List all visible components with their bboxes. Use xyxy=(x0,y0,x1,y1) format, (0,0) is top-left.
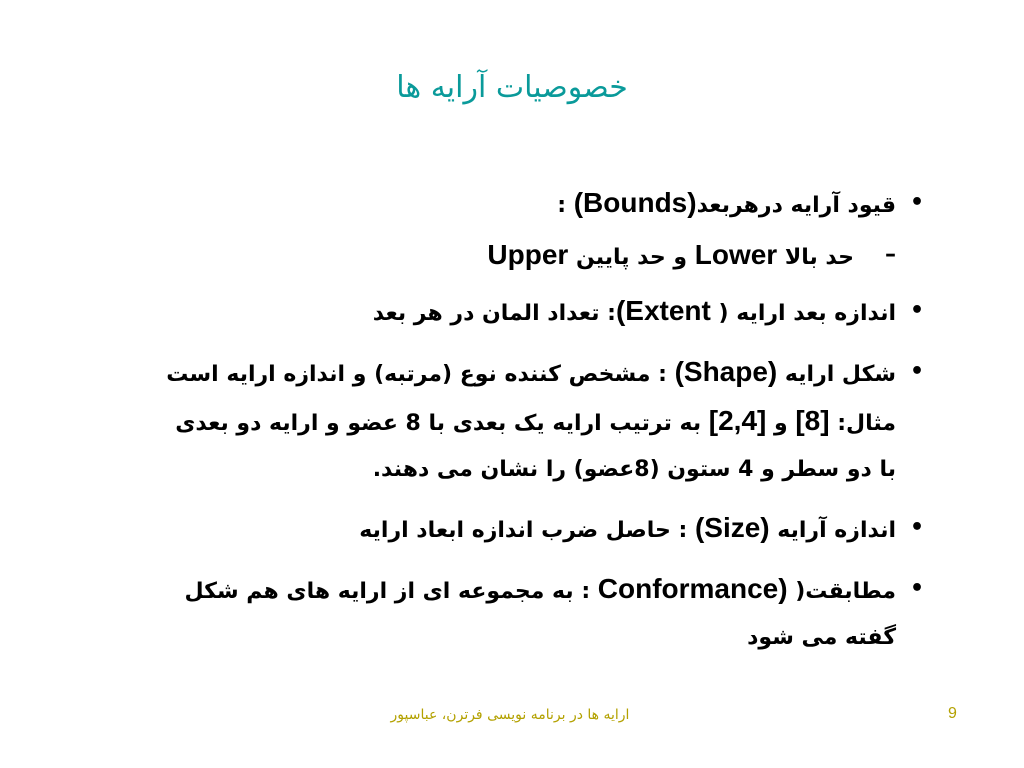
sub-dash-icon: – xyxy=(885,242,896,267)
bullet-dot-icon: • xyxy=(909,298,924,323)
text-fa: اندازه بعد ارایه ( xyxy=(710,301,896,326)
bullet-dot-icon: • xyxy=(909,576,924,601)
bullet-dot-icon: • xyxy=(909,515,924,540)
text-en: [2,4] xyxy=(708,405,767,436)
text-fa: : حاصل ضرب اندازه ابعاد ارایه xyxy=(359,518,695,543)
text-en: Conformance) xyxy=(597,573,788,604)
bullet-line xyxy=(80,447,896,493)
text-fa: به ترتیب ارایه یک بعدی با 8 عضو و ارایه دو بعدی xyxy=(175,411,709,436)
text-fa: اندازه آرایه xyxy=(769,518,896,543)
bullet-line xyxy=(80,398,896,447)
bullet-bounds xyxy=(80,180,924,229)
text-fa: : تعداد المان در هر بعد xyxy=(372,301,616,326)
bullet-line xyxy=(80,615,896,661)
text-fa: با دو سطر و 4 ستون (8عضو) را نشان می دهند. xyxy=(372,457,896,482)
bullet-line xyxy=(80,505,896,554)
slide-content xyxy=(80,180,924,673)
text-en: [8] xyxy=(795,405,830,436)
text-fa: حد بالا xyxy=(777,245,854,270)
text-fa: گفته می شود xyxy=(747,625,896,650)
text-en: (Shape) xyxy=(674,356,778,387)
text-fa: مثال: xyxy=(829,411,896,436)
bullet-line xyxy=(80,180,896,229)
sub-bullet-limits xyxy=(80,235,924,278)
bullet-dot-icon: • xyxy=(909,359,924,384)
text-fa: : به مجموعه ای از ارایه های هم شکل xyxy=(184,579,598,604)
page-number: 9 xyxy=(948,705,957,722)
text-en: Upper xyxy=(487,239,569,270)
bullet-conformance xyxy=(80,566,924,661)
slide-title: خصوصیات آرایه ها xyxy=(396,70,628,105)
text-en: (Size) xyxy=(694,512,770,543)
text-fa: : مشخص کننده نوع (مرتبه) و اندازه ارایه است xyxy=(166,362,675,387)
bullet-line xyxy=(80,288,896,337)
bullet-shape xyxy=(80,349,924,493)
bullet-line xyxy=(80,349,896,398)
text-fa: شکل ارایه xyxy=(777,362,896,387)
text-en: (Bounds) xyxy=(573,187,697,218)
bullet-extent xyxy=(80,288,924,337)
text-en: Lower xyxy=(694,239,778,270)
text-en: (Extent xyxy=(615,295,711,326)
sub-line xyxy=(80,235,854,278)
text-fa: و حد پایین xyxy=(568,245,695,270)
bullet-size xyxy=(80,505,924,554)
text-fa: و xyxy=(766,411,796,436)
text-fa: مطابقت( xyxy=(787,579,896,604)
bullet-dot-icon: • xyxy=(909,190,924,215)
slide-footer: ارایه ها در برنامه نویسی فرترن، عباسپور xyxy=(390,707,630,723)
text-fa: : xyxy=(557,193,574,218)
bullet-line xyxy=(80,566,896,615)
text-fa: قیود آرایه درهربعد xyxy=(696,193,896,218)
